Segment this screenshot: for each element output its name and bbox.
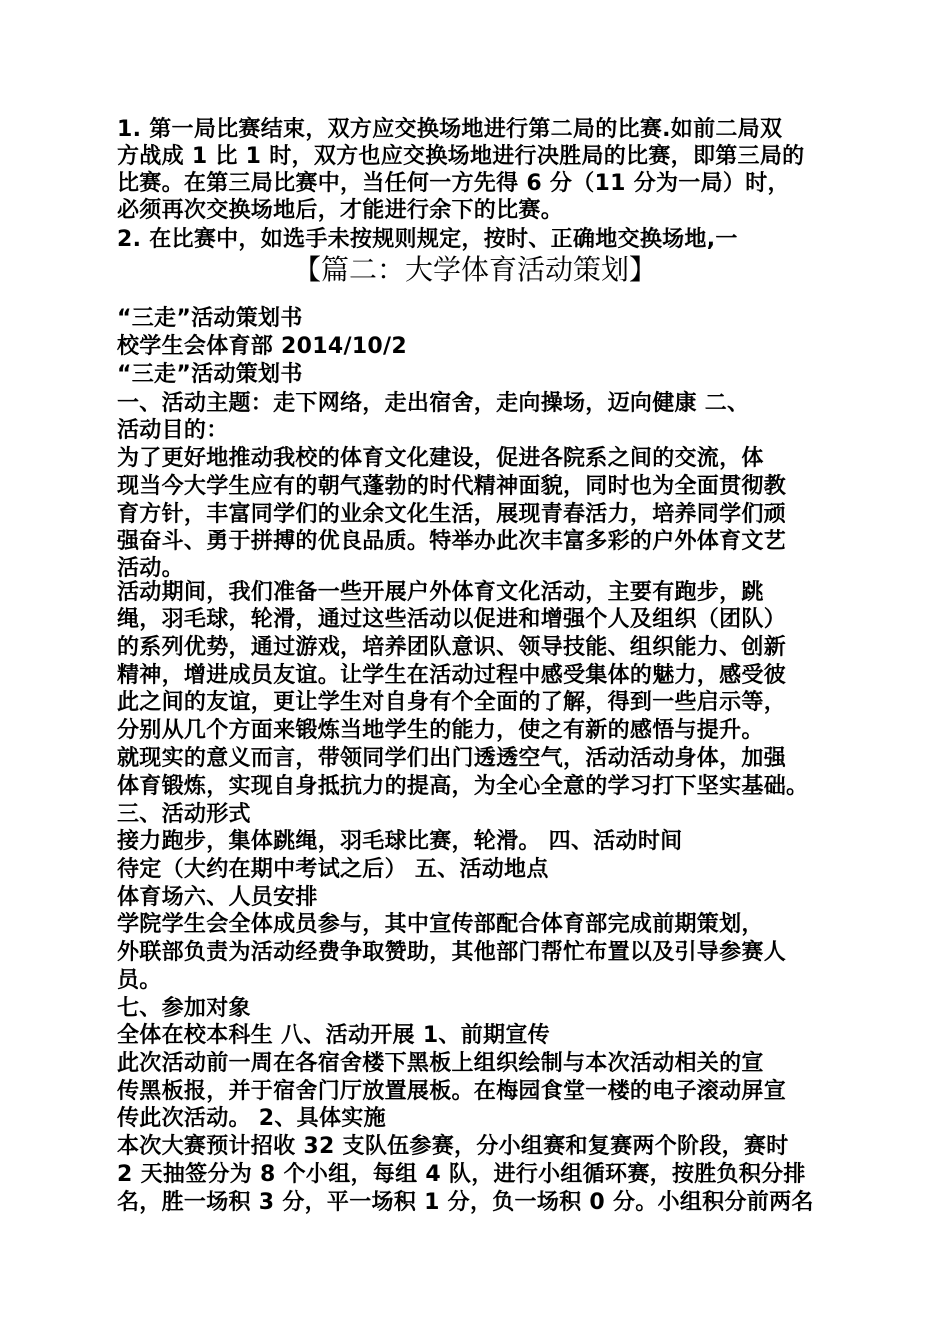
text-line: 绳，羽毛球，轮滑，通过这些活动以促进和增强个人及组织（团队） [117,607,787,632]
text-line: 接力跑步，集体跳绳，羽毛球比赛，轮滑。 四、活动时间 [117,829,683,854]
text-line: 外联部负责为活动经费争取赞助，其他部门帮忙布置以及引导参赛人 [117,940,787,965]
text-line: 本次大赛预计招收 32 支队伍参赛，分小组赛和复赛两个阶段，赛时 [117,1134,789,1159]
text-line: 员。 [117,968,162,993]
text-line: 强奋斗、勇于拼搏的优良品质。特举办此次丰富多彩的户外体育文艺 [117,529,787,554]
text-line: 活动期间，我们准备一些开展户外体育文化活动，主要有跑步，跳 [117,580,764,605]
text-line: 三、活动形式 [117,802,251,827]
text-line: 就现实的意义而言，带领同学们出门透透空气，活动活动身体，加强 [117,746,787,771]
text-line: 校学生会体育部 2014/10/2 [117,334,407,359]
text-line: 此之间的友谊，更让学生对自身有个全面的了解，得到一些启示等， [117,690,787,715]
text-line: 此次活动前一周在各宿舍楼下黑板上组织绘制与本次活动相关的宣 [117,1051,764,1076]
text-line: 名，胜一场积 3 分，平一场积 1 分，负一场积 0 分。小组积分前两名 [117,1190,814,1215]
text-line: 学院学生会全体成员参与，其中宣传部配合体育部完成前期策划， [117,912,764,937]
text-line: 为了更好地推动我校的体育文化建设，促进各院系之间的交流，体 [117,446,764,471]
text-line: 七、参加对象 [117,996,251,1021]
text-line: 传此次活动。 2、具体实施 [117,1106,386,1131]
text-line: 2 天抽签分为 8 个小组，每组 4 队，进行小组循环赛，按胜负积分排 [117,1162,806,1187]
text-line: 体育场六、人员安排 [117,885,318,910]
text-line: 现当今大学生应有的朝气蓬勃的时代精神面貌，同时也为全面贯彻教 [117,474,787,499]
text-line: 精神，增进成员友谊。让学生在活动过程中感受集体的魅力，感受彼 [117,663,787,688]
text-line: 方战成 1 比 1 时，双方也应交换场地进行决胜局的比赛，即第三局的 [117,144,805,169]
text-line: 育方针，丰富同学们的业余文化生活，展现青春活力，培养同学们顽 [117,502,787,527]
text-line: 活动目的： [117,418,229,443]
text-line: 待定（大约在期中考试之后） 五、活动地点 [117,857,549,882]
section-title: 【篇二：大学体育活动策划】 [292,253,657,286]
text-line: 全体在校本科生 八、活动开展 1、前期宣传 [117,1023,550,1048]
text-line: 1. 第一局比赛结束，双方应交换场地进行第二局的比赛.如前二局双 [117,117,783,142]
text-line: 一、活动主题：走下网络，走出宿舍，走向操场，迈向健康 二、 [117,391,750,416]
text-line: 比赛。在第三局比赛中，当任何一方先得 6 分（11 分为一局）时， [117,171,790,196]
text-line: 2. 在比赛中，如选手未按规则规定，按时、正确地交换场地,一 [117,227,738,252]
text-line: 必须再次交换场地后，才能进行余下的比赛。 [117,198,564,223]
text-line: 体育锻炼，实现自身抵抗力的提高，为全心全意的学习打下坚实基础。 [117,774,809,799]
text-line: 分别从几个方面来锻炼当地学生的能力，使之有新的感悟与提升。 [117,718,764,743]
text-line: “三走”活动策划书 [117,362,303,387]
text-line: 传黑板报，并于宿舍门厅放置展板。在梅园食堂一楼的电子滚动屏宣 [117,1079,787,1104]
text-line: “三走”活动策划书 [117,306,303,331]
text-line: 活动。 [117,556,184,581]
text-line: 的系列优势，通过游戏，培养团队意识、领导技能、组织能力、创新 [117,635,787,660]
